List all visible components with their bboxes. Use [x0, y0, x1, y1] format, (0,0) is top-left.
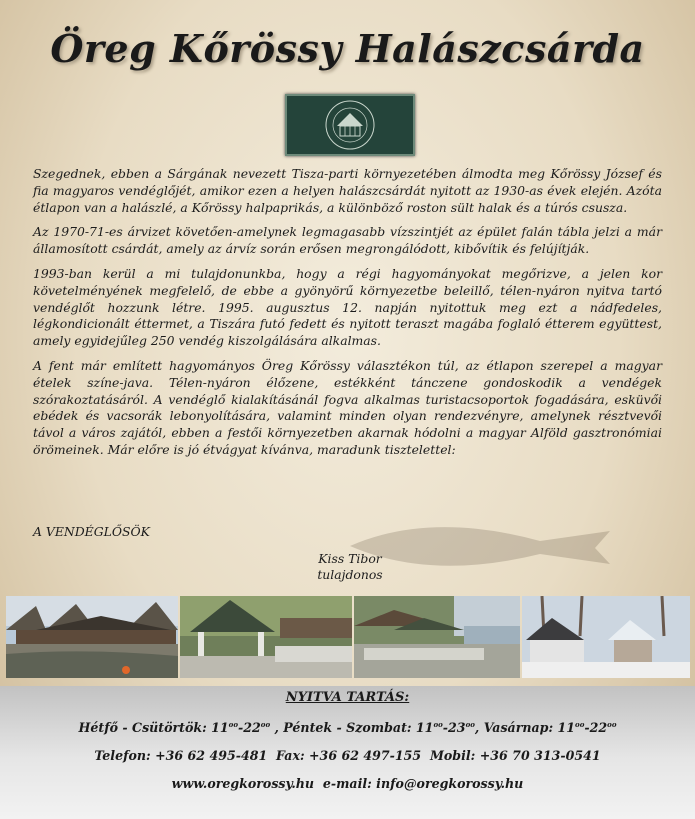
paragraph-offerings: A fent már említett hagyományos Öreg Kőrössy választékon túl, az étlapon szerepel a magyar ételek színe-java. Télen-nyáron élőzene, estékként tánczene gondoskodik a vendégek szórakoztatásáról. A vendéglő kialakításánál fogva alkalmas turistacsoportok fogadására, esküvői ebédek és vacsorák lebonyolítására, valamint minden olyan rendezvényre, amelynek résztvevői távol a város zajától, ebben a festői környezetben akarnak hódolni a magyar Alföld gasztronómiai örömeinek. Már előre is jó étvágyat kívánva, maradunk tisztelettel:	[33, 357, 662, 457]
email-link[interactable]: e-mail: info@oregkorossy.hu	[322, 776, 524, 791]
contact-phones	[0, 748, 695, 763]
fax-number: Fax: +36 62 497-155	[276, 748, 422, 763]
signature-role: tulajdonos	[317, 567, 383, 582]
signature-name: Kiss Tibor	[318, 551, 382, 566]
footer	[0, 686, 695, 819]
paragraph-flood: Az 1970-71-es árvizet követően-amelynek legmagasabb vízszintjét az épület falán tábla jelzi a már államosított csárdát, amely az árvíz során erősen megrongálódott, kibővítik és felújítják.	[33, 224, 662, 257]
paragraph-history: Szegednek, ebben a Sárgának nevezett Tisza-parti környezetében álmodta meg Kőrössy József és fia magyaros vendéglőjét, amikor ezen a helyen halászcsárdát nyitott az 1930-as évek elején. Azóta étlapon van a halászlé, a Kőrössy halpaprikás, a különböző roston sült halak és a túrós csusza.	[33, 166, 662, 215]
phone-number[interactable]: Telefon: +36 62 495-481	[94, 748, 268, 763]
restaurant-logo	[285, 94, 415, 156]
photo-winter-building	[522, 596, 690, 678]
hours-mon-thu: Hétfő - Csütörtök: $11^{oo}-22^{oo}$	[78, 720, 271, 736]
greeting: A VENDÉGLŐSÖK	[33, 524, 150, 539]
photo-flooded-building	[6, 596, 178, 678]
signature	[300, 551, 400, 583]
contact-web	[0, 776, 695, 791]
page-title: Öreg Kőrössy Halászcsárda	[50, 26, 645, 71]
opening-hours-title: NYITVA TARTÁS:	[285, 690, 410, 705]
photo-strip	[6, 596, 690, 678]
paragraph-ownership: 1993-ban kerül a mi tulajdonunkba, hogy a régi hagyományokat megőrizve, a jelen kor követelményének megfelelő, de ebbe a gyönyörű környezetbe beleillő, télen-nyáron nyitva tartó vendéglőt hozzunk létre. 1995. augusztus 12. napján nyitottuk meg ezt a nádfedeles, légkondicionált éttermet, a Tiszára futó fedett és nyitott teraszt magába foglaló étterem együttest, amely egyidejűleg 250 vendég kiszolgálására alkalmas.	[33, 265, 662, 349]
opening-hours: Hétfő - Csütörtök: $11^{oo}-22^{oo}$ , Péntek - Szombat: $11^{oo}-23^{oo}$, Vasárnap: $11^{oo}-22^{oo}$	[78, 720, 617, 736]
hours-sun: Vasárnap: $11^{oo}-22^{oo}$	[483, 720, 617, 736]
hours-fri-sat: Péntek - Szombat: $11^{oo}-23^{oo}$	[283, 720, 475, 736]
photo-terrace-gazebo	[180, 596, 352, 678]
website-link[interactable]: www.oregkorossy.hu	[171, 776, 315, 791]
photo-terrace-river	[354, 596, 520, 678]
mobile-number[interactable]: Mobil: +36 70 313-0541	[429, 748, 601, 763]
intro-text	[33, 166, 662, 467]
